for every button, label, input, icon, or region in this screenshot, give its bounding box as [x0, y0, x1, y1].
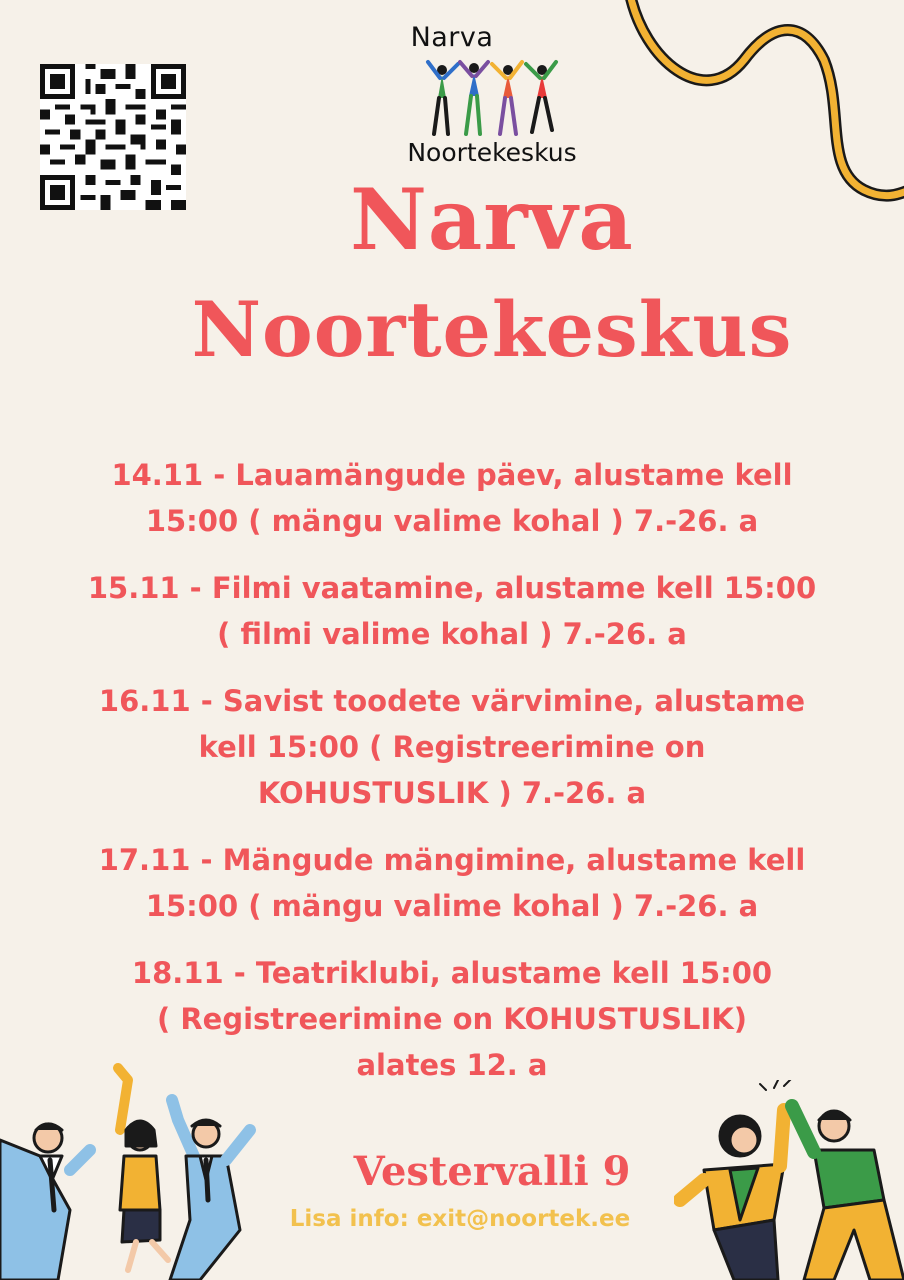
event-item	[30, 452, 874, 544]
event-line: 15:00 ( mängu valime kohal ) 7.-26. a	[145, 889, 759, 923]
contact-info[interactable]: Lisa info: exit@noortek.ee	[289, 1206, 631, 1232]
event-line: 15:00 ( mängu valime kohal ) 7.-26. a	[145, 504, 759, 538]
event-line: kell 15:00 ( Registreerimine on	[198, 730, 706, 764]
event-line: 15.11 - Filmi vaatamine, alustame kell 15:00	[87, 571, 817, 605]
event-line: 14.11 - Lauamängude päev, alustame kell	[111, 458, 793, 492]
event-list	[30, 452, 874, 1109]
page-title-line2: Noortekeskus	[191, 285, 793, 374]
logo-top-text: Narva	[410, 22, 494, 53]
page-title-line1: Narva	[350, 170, 634, 269]
event-line: ( filmi valime kohal ) 7.-26. a	[217, 617, 687, 651]
address: Vestervalli 9	[353, 1148, 631, 1195]
event-line: 16.11 - Savist toodete värvimine, alustame	[98, 684, 806, 718]
event-line: alates 12. a	[356, 1048, 548, 1082]
logo-bottom-text: Noortekeskus	[407, 138, 577, 167]
event-line: KOHUSTUSLIK ) 7.-26. a	[257, 776, 647, 810]
event-item	[30, 565, 874, 657]
event-item	[30, 837, 874, 929]
event-line: 18.11 - Teatriklubi, alustame kell 15:00	[131, 956, 773, 990]
event-item	[30, 678, 874, 816]
event-line: ( Registreerimine on KOHUSTUSLIK)	[156, 1002, 748, 1036]
event-line: 17.11 - Mängude mängimine, alustame kell	[98, 843, 806, 877]
logo-dancing-figures-icon	[424, 56, 564, 138]
